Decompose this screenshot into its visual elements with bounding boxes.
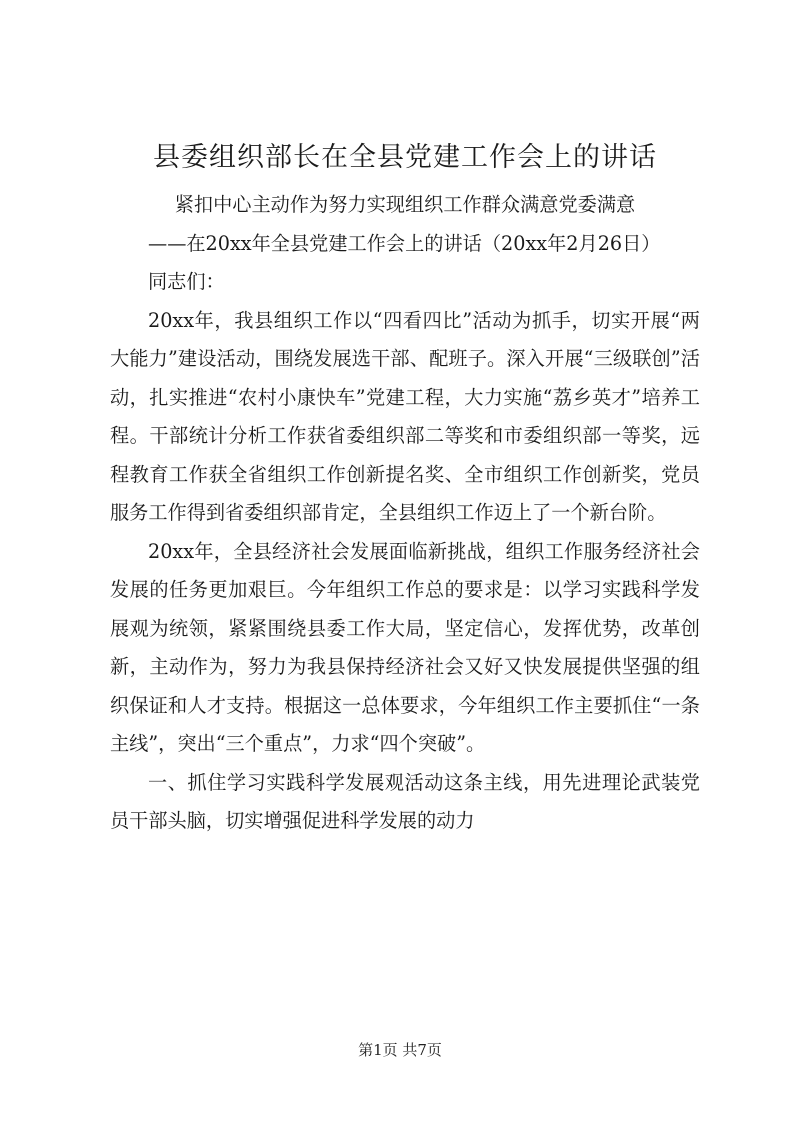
body-paragraph: 20xx年，全县经济社会发展面临新挑战，组织工作服务经济社会发展的任务更加艰巨。今年组织工作总的要求是：以学习实践科学发展观为统领，紧紧围绕县委工作大局，坚定信心，发挥优势，改革创新，主动作为，努力为我县保持经济社会又好又快发展提供坚强的组织保证和人才支持。根据这一总体要求，今年组织工作主要抓住“一条主线”，突出“三个重点”，力求“四个突破”。: [110, 539, 700, 755]
salutation-paragraph: 同志们：: [148, 270, 225, 293]
speech-occasion-paragraph: ——在20xx年全县党建工作会上的讲话（20xx年2月26日）: [148, 231, 661, 255]
section-heading-paragraph: 一、抓住学习实践科学发展观活动这条主线，用先进理论武装党员干部头脑，切实增强促进科学发展的动力: [110, 770, 700, 832]
page-footer: 第1页 共7页: [358, 1041, 442, 1059]
subtitle-paragraph: 紧扣中心主动作为努力实现组织工作群众满意党委满意: [174, 193, 636, 216]
document-page: [110, 0, 700, 1131]
body-paragraph: 20xx年，我县组织工作以“四看四比”活动为抓手，切实开展“两大能力”建设活动，围绕发展选干部、配班子。深入开展“三级联创”活动，扎实推进“农村小康快车”党建工程，大力实施“荔乡英才”培养工程。干部统计分析工作获省委组织部二等奖和市委组织部一等奖，远程教育工作获全省组织工作创新提名奖、全市组织工作创新奖，党员服务工作得到省委组织部肯定，全县组织工作迈上了一个新台阶。: [110, 308, 700, 524]
document-body: [110, 186, 700, 841]
document-title: 县委组织部长在全县党建工作会上的讲话: [153, 142, 657, 173]
